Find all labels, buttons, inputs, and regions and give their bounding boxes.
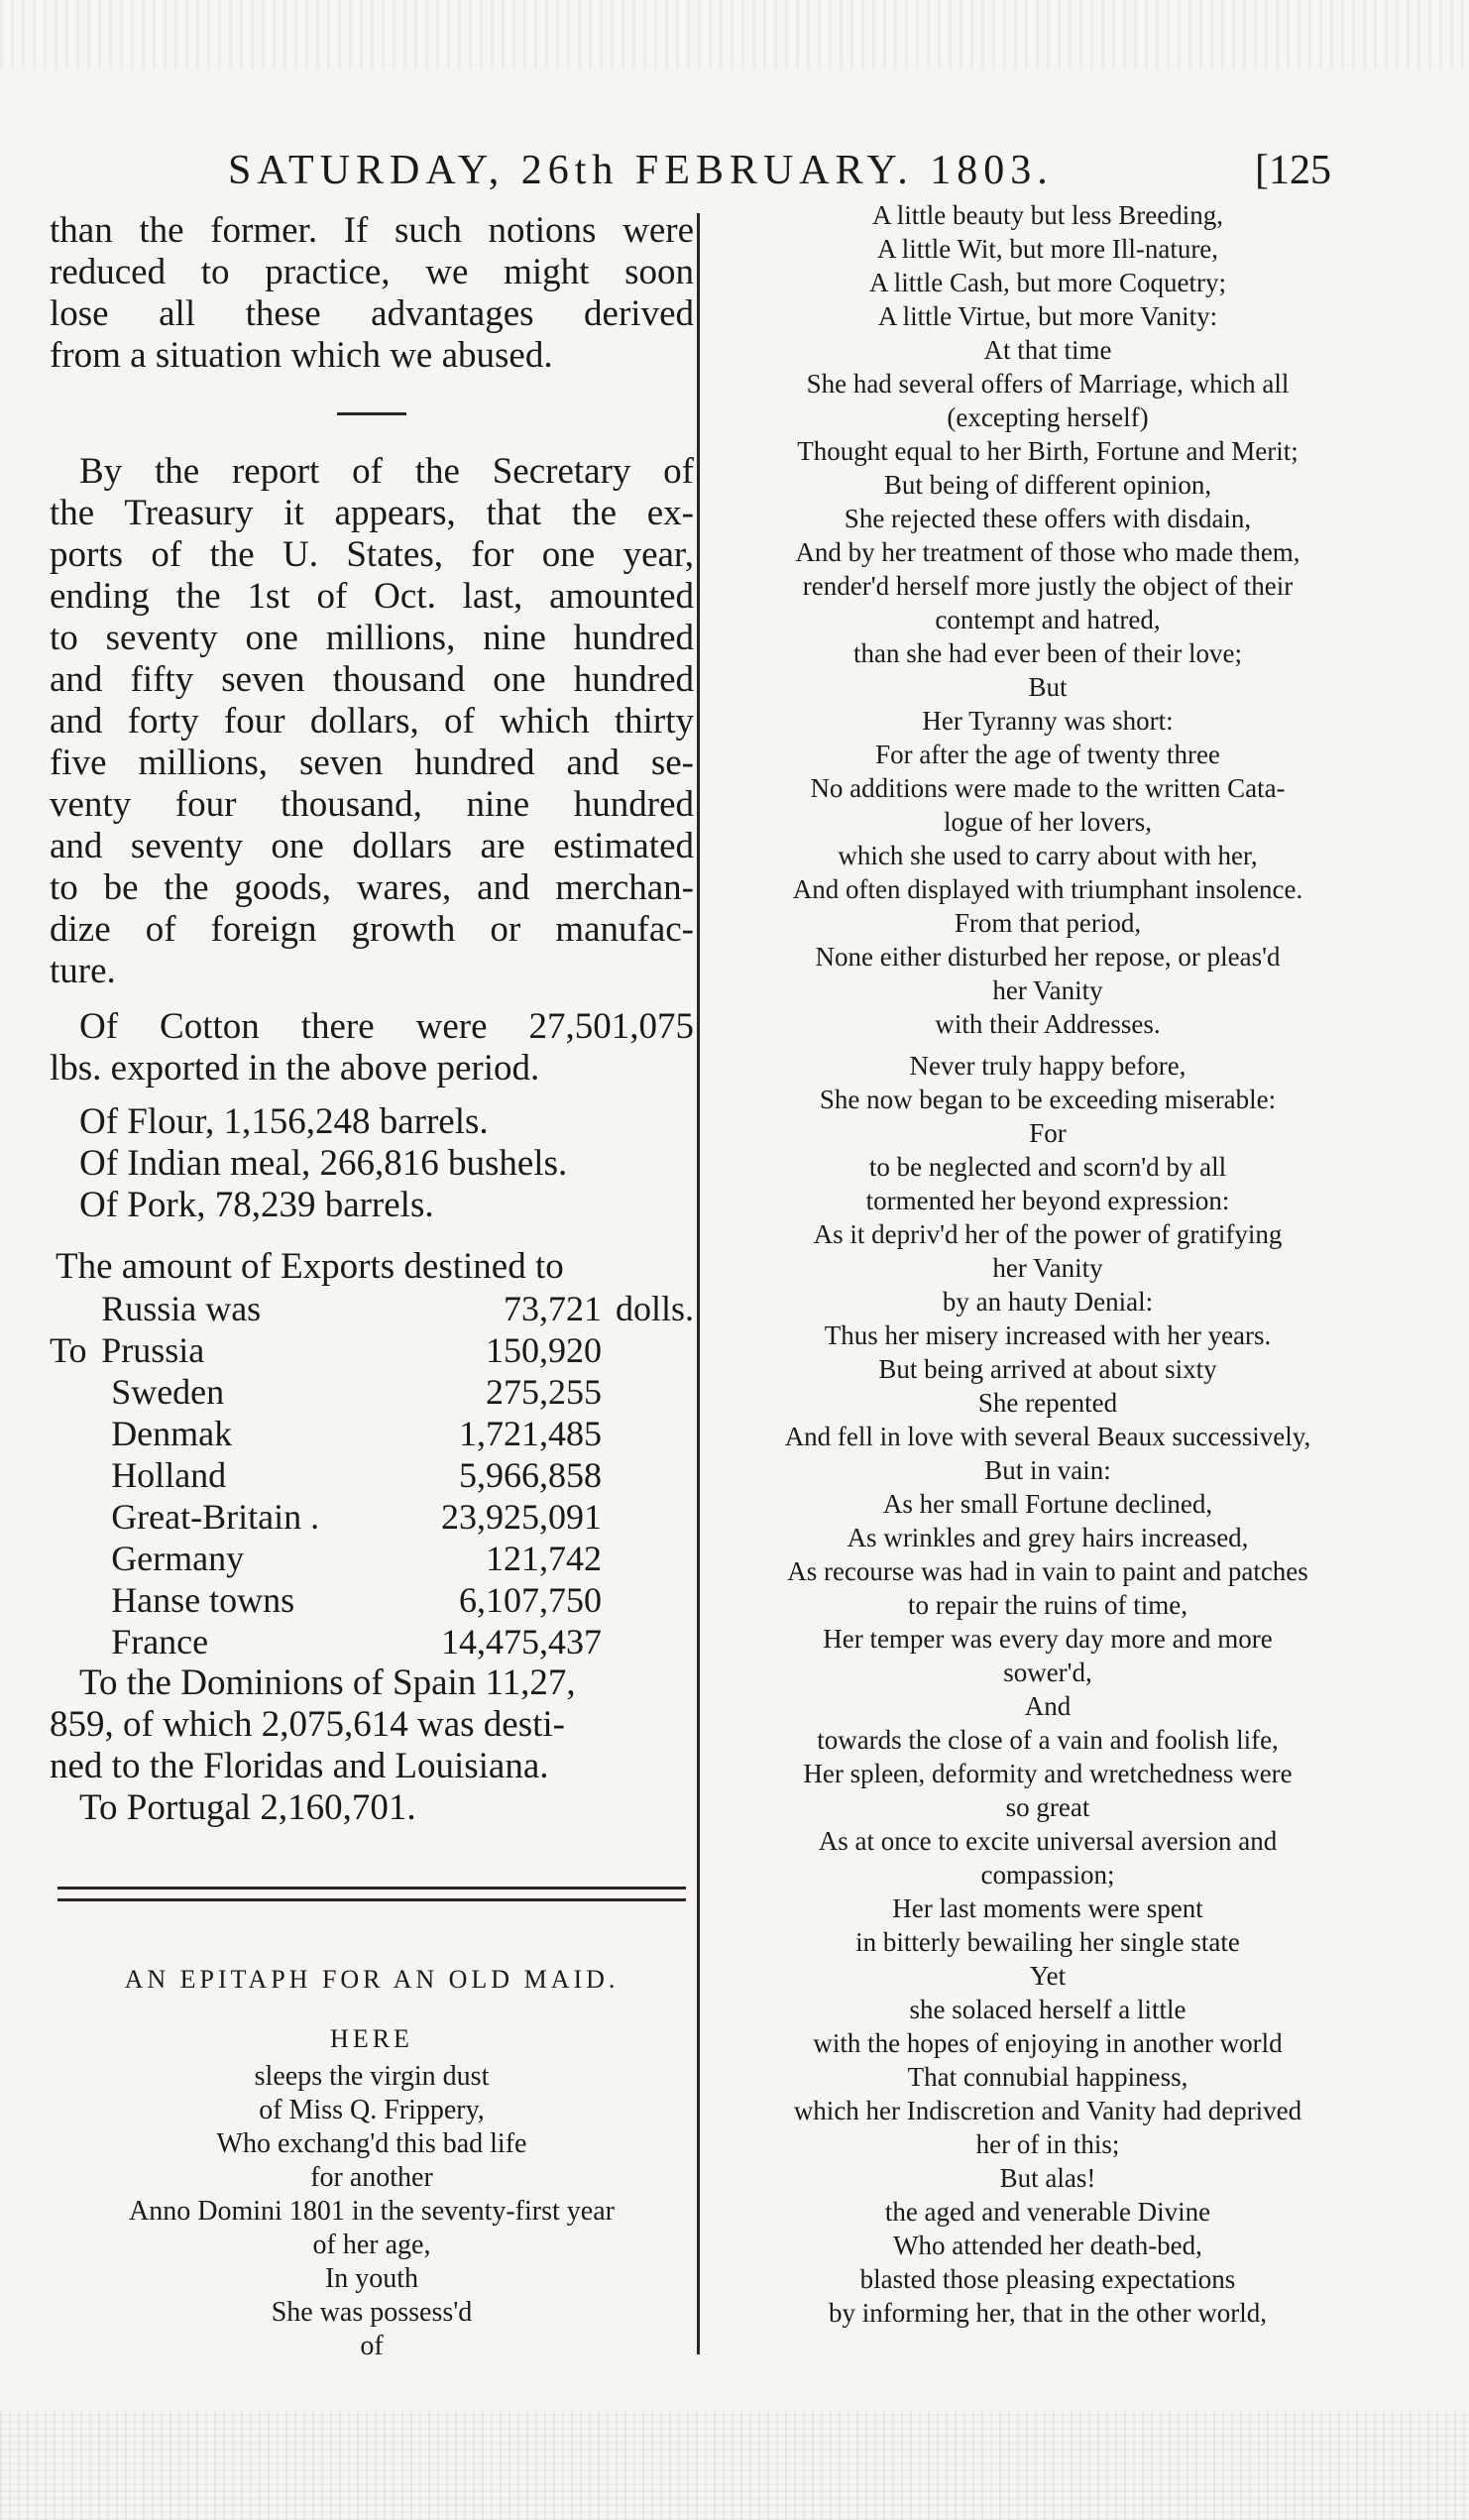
exports-country: Germany: [111, 1539, 245, 1578]
exports-prefix: [50, 1496, 101, 1538]
treasury-report-paragraph: [50, 451, 694, 992]
poem-line: As it depriv'd her of the power of gratifying: [813, 1219, 1283, 1249]
poem-line: to repair the ruins of time,: [908, 1590, 1187, 1620]
poem-line: with their Addresses.: [935, 1009, 1161, 1039]
poem-line: so great: [1005, 1792, 1090, 1822]
exports-prefix: [50, 1538, 101, 1579]
pork-line: Of Pork, 78,239 barrels.: [79, 1185, 434, 1225]
text-line: lose all these advantages derived: [50, 293, 694, 334]
poem-line: As wrinkles and grey hairs increased,: [847, 1523, 1249, 1552]
poem-line: by informing her, that in the other world,: [828, 2298, 1268, 2328]
left-column: [50, 210, 694, 2391]
text-line: to seventy one millions, nine hundred: [50, 618, 694, 658]
text-line: and forty four dollars, of which thirty: [50, 701, 694, 742]
epitaph-line: for another: [310, 2162, 433, 2193]
poem-line: render'd herself more justly the object of their: [802, 571, 1294, 601]
spain-line: To the Dominions of Spain 11,27,: [79, 1662, 576, 1703]
exports-prefix: [50, 1413, 101, 1454]
poem-line: the aged and venerable Divine: [884, 2197, 1211, 2227]
continuation-paragraph: [50, 210, 694, 377]
text-line: and seventy one dollars are estimated: [50, 826, 694, 866]
poem-line: Who attended her death-bed,: [893, 2231, 1202, 2260]
poem-line: A little Wit, but more Ill-nature,: [876, 234, 1219, 264]
exports-prefix: To: [50, 1330, 87, 1370]
exports-row: [50, 1329, 694, 1371]
poem-line: her Vanity: [992, 975, 1103, 1005]
portugal-line: To Portugal 2,160,701.: [79, 1787, 416, 1828]
poem-line: But in vain:: [984, 1455, 1111, 1485]
section-double-rule: [57, 1887, 686, 1901]
exports-unit: [602, 1621, 694, 1662]
poem-line: her Vanity: [992, 1253, 1103, 1283]
exports-row: [50, 1413, 694, 1454]
poem-line: which her Indiscretion and Vanity had deprived: [793, 2096, 1302, 2125]
exports-intro: The amount of Exports destined to: [56, 1246, 564, 1287]
epitaph-here: HERE: [330, 2024, 413, 2053]
poem-line: blasted those pleasing expectations: [859, 2264, 1236, 2294]
poem-line: sower'd,: [1003, 1658, 1092, 1687]
exports-row: [50, 1371, 694, 1413]
exports-unit: [602, 1413, 694, 1454]
poem-line: But being arrived at about sixty: [878, 1354, 1217, 1384]
epitaph-title: AN EPITAPH FOR AN OLD MAID.: [124, 1965, 620, 1994]
text-line: By the report of the Secretary of: [79, 451, 694, 492]
poem-line: From that period,: [954, 908, 1142, 938]
poem-line: And fell in love with several Beaux successively,: [784, 1422, 1311, 1451]
exports-country: Holland: [111, 1455, 227, 1495]
poem-line: contempt and hatred,: [935, 605, 1161, 634]
poem-line: by an hauty Denial:: [942, 1287, 1154, 1317]
epitaph-line: of Miss Q. Frippery,: [259, 2095, 485, 2125]
poem-line: A little Cash, but more Coquetry;: [869, 268, 1226, 297]
epitaph-line: of: [360, 2331, 384, 2361]
poem-line: logue of her lovers,: [944, 807, 1152, 837]
exports-country: Denmak: [111, 1414, 233, 1453]
exports-unit: [602, 1579, 694, 1621]
page-number: [125: [1255, 148, 1331, 193]
text-line: from a situation which we abused.: [50, 335, 553, 376]
poem-line: tormented her beyond expression:: [865, 1186, 1230, 1215]
exports-row: [50, 1538, 694, 1579]
poem-line: She now began to be exceeding miserable:: [819, 1085, 1277, 1114]
commodity-list: [50, 1101, 694, 1226]
poem-line: She repented: [977, 1388, 1118, 1418]
poem-line: That connubial happiness,: [907, 2062, 1188, 2092]
poem-line: She had several offers of Marriage, which all: [806, 369, 1290, 399]
poem-line: which she used to carry about with her,: [838, 841, 1258, 870]
meal-line: Of Indian meal, 266,816 bushels.: [79, 1143, 568, 1184]
poem-line: A little beauty but less Breeding,: [872, 200, 1223, 230]
poem-line: None either disturbed her repose, or pleas'd: [815, 942, 1281, 972]
exports-country: Hanse towns: [111, 1580, 295, 1620]
exports-unit: [602, 1329, 694, 1371]
exports-amount: 121,742: [485, 1539, 602, 1578]
exports-unit: [602, 1454, 694, 1496]
epitaph-line: Anno Domini 1801 in the seventy-first year: [129, 2196, 615, 2227]
poem-line: Yet: [1029, 1961, 1067, 1991]
epitaph-line: sleeps the virgin dust: [254, 2061, 490, 2092]
poem-line: She rejected these offers with disdain,: [844, 504, 1252, 533]
exports-country: Great-Britain .: [111, 1497, 320, 1537]
poem-line: And often displayed with triumphant insolence.: [792, 874, 1303, 904]
poem-line: For after the age of twenty three: [875, 740, 1220, 769]
exports-row: [50, 1454, 694, 1496]
poem-line: to be neglected and scorn'd by all: [868, 1152, 1227, 1182]
exports-country: Russia was: [101, 1289, 262, 1328]
spain-line: 859, of which 2,075,614 was desti-: [50, 1704, 565, 1745]
poem-line: than she had ever been of their love;: [852, 638, 1243, 668]
exports-unit: [602, 1538, 694, 1579]
exports-amount: 6,107,750: [458, 1580, 602, 1620]
poem-line: towards the close of a vain and foolish life,: [817, 1725, 1279, 1755]
poem-line: with the hopes of enjoying in another world: [813, 2028, 1283, 2058]
text-line: than the former. If such notions were: [50, 210, 694, 251]
text-line: reduced to practice, we might soon: [50, 252, 694, 292]
poem-line: (excepting herself): [947, 402, 1149, 432]
poem-line: But: [1028, 672, 1068, 702]
exports-row: [50, 1496, 694, 1538]
running-head: SATURDAY, 26th FEBRUARY. 1803.: [228, 148, 1054, 193]
epitaph-continuation: [706, 198, 1390, 2330]
epitaph-line: In youth: [324, 2263, 419, 2294]
exports-amount: 23,925,091: [440, 1497, 602, 1537]
poem-line: A little Virtue, but more Vanity:: [877, 301, 1218, 331]
text-line: ture.: [50, 951, 116, 991]
poem-line: And by her treatment of those who made them,: [795, 537, 1300, 567]
exports-row: [50, 1288, 694, 1329]
text-line: lbs. exported in the above period.: [50, 1048, 540, 1088]
exports-prefix: [50, 1454, 101, 1496]
text-line: ending the 1st of Oct. last, amounted: [50, 576, 694, 617]
poem-line: in bitterly bewailing her single state: [855, 1927, 1240, 1957]
exports-unit: dolls.: [615, 1289, 694, 1328]
exports-amount: 275,255: [485, 1372, 602, 1412]
poem-line: she solaced herself a little: [909, 1995, 1186, 2024]
exports-unit: [602, 1371, 694, 1413]
poem-line: her of in this;: [975, 2129, 1120, 2159]
poem-line: For: [1029, 1118, 1067, 1148]
flour-line: Of Flour, 1,156,248 barrels.: [79, 1101, 489, 1142]
poem-line: compassion;: [980, 1860, 1115, 1890]
text-line: dize of foreign growth or manufac-: [50, 909, 694, 950]
text-line: to be the goods, wares, and merchan-: [50, 867, 694, 908]
exports-amount: 1,721,485: [458, 1414, 602, 1453]
exports-row: [50, 1621, 694, 1662]
exports-prefix: [50, 1371, 101, 1413]
text-line: the Treasury it appears, that the ex-: [50, 493, 694, 533]
poem-line: At that time: [983, 335, 1112, 365]
column-divider: [697, 213, 700, 2354]
exports-amount: 150,920: [485, 1330, 602, 1370]
spain-line: ned to the Floridas and Louisiana.: [50, 1746, 549, 1786]
poem-line: Her last moments were spent: [892, 1893, 1203, 1923]
text-line: and fifty seven thousand one hundred: [50, 659, 694, 700]
text-line: five millions, seven hundred and se-: [50, 743, 694, 783]
right-column: [706, 198, 1390, 2389]
poem-line: Thought equal to her Birth, Fortune and Merit;: [797, 436, 1299, 466]
poem-line: As at once to excite universal aversion and: [818, 1826, 1278, 1856]
poem-line: Her spleen, deformity and wretchedness were: [803, 1759, 1293, 1788]
exports-table: [50, 1288, 694, 1662]
cotton-paragraph: [50, 1006, 694, 1089]
exports-country: France: [111, 1622, 209, 1661]
poem-line: But alas!: [999, 2163, 1096, 2193]
poem-line: Thus her misery increased with her years.: [824, 1320, 1272, 1350]
exports-country: Sweden: [111, 1372, 225, 1412]
exports-amount: 73,721: [503, 1289, 602, 1328]
poem-line: As recourse was had in vain to paint and patches: [787, 1556, 1308, 1586]
page-header: [228, 147, 1358, 206]
exports-amount: 5,966,858: [458, 1455, 602, 1495]
exports-row: [50, 1579, 694, 1621]
section-rule: [337, 412, 406, 415]
exports-prefix: [50, 1579, 101, 1621]
scan-speckle-bottom: [0, 2411, 1469, 2520]
poem-line: As her small Fortune declined,: [882, 1489, 1213, 1519]
poem-line: And: [1024, 1691, 1072, 1721]
exports-country: Prussia: [101, 1330, 205, 1370]
poem-line: Her Tyranny was short:: [922, 706, 1174, 736]
epitaph-line: She was possess'd: [271, 2297, 473, 2328]
epitaph-line: of her age,: [312, 2230, 431, 2260]
epitaph-line: Who exchang'd this bad life: [216, 2128, 527, 2159]
exports-unit: [602, 1496, 694, 1538]
epitaph-lines: [50, 2060, 694, 2363]
text-line: Of Cotton there were 27,501,075: [79, 1006, 694, 1047]
exports-prefix: [50, 1288, 101, 1329]
text-line: ports of the U. States, for one year,: [50, 534, 694, 575]
poem-line: Her temper was every day more and more: [823, 1624, 1273, 1654]
poem-line: No additions were made to the written Cata-: [810, 773, 1286, 803]
text-line: venty four thousand, nine hundred: [50, 784, 694, 825]
poem-line: Never truly happy before,: [909, 1051, 1186, 1081]
scan-speckle-top: [0, 0, 1469, 69]
exports-prefix: [50, 1621, 101, 1662]
exports-amount: 14,475,437: [440, 1622, 602, 1661]
poem-line: But being of different opinion,: [883, 470, 1212, 500]
